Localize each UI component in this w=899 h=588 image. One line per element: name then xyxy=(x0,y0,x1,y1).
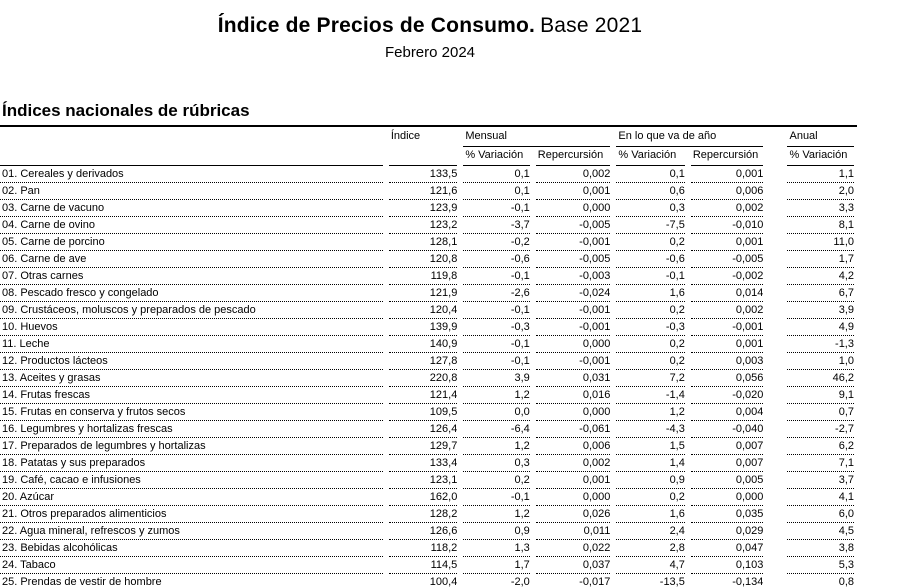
cell-anual-variacion: 6,7 xyxy=(787,285,854,302)
table-row xyxy=(0,540,854,557)
cell-anual-variacion: -1,3 xyxy=(787,336,854,353)
cell-mensual-variacion: 1,7 xyxy=(463,557,529,574)
cell-indice: 114,5 xyxy=(389,557,458,574)
row-label: 12. Productos lácteos xyxy=(0,353,383,370)
cell-mensual-repercusion: 0,000 xyxy=(536,489,611,506)
row-gap xyxy=(769,234,781,251)
cell-ytd-repercusion: 0,014 xyxy=(691,285,764,302)
cell-ytd-repercusion: 0,007 xyxy=(691,455,764,472)
row-gap xyxy=(769,353,781,370)
row-gap xyxy=(769,455,781,472)
column-group-en-lo-que-va-de-ano: En lo que va de año xyxy=(616,127,763,147)
row-gap xyxy=(769,574,781,588)
cell-indice: 128,1 xyxy=(389,234,458,251)
cell-indice: 126,4 xyxy=(389,421,458,438)
row-gap xyxy=(769,506,781,523)
cell-ytd-repercusion: 0,007 xyxy=(691,438,764,455)
column-header-ytd-variacion: % Variación xyxy=(616,147,685,166)
row-label: 16. Legumbres y hortalizas frescas xyxy=(0,421,383,438)
row-gap xyxy=(769,421,781,438)
cell-anual-variacion: 7,1 xyxy=(787,455,854,472)
cell-ytd-repercusion: 0,005 xyxy=(691,472,764,489)
table-row xyxy=(0,370,854,387)
cell-ytd-variacion: 0,2 xyxy=(616,489,685,506)
row-label: 05. Carne de porcino xyxy=(0,234,383,251)
row-label: 25. Prendas de vestir de hombre xyxy=(0,574,383,588)
cell-ytd-repercusion: 0,047 xyxy=(691,540,764,557)
cell-mensual-variacion: -0,1 xyxy=(463,268,529,285)
cell-ytd-variacion: 1,2 xyxy=(616,404,685,421)
row-gap xyxy=(769,370,781,387)
column-gap xyxy=(769,127,781,166)
cell-indice: 121,9 xyxy=(389,285,458,302)
cell-anual-variacion: 6,2 xyxy=(787,438,854,455)
row-label: 18. Patatas y sus preparados xyxy=(0,455,383,472)
cell-ytd-variacion: -7,5 xyxy=(616,217,685,234)
cell-anual-variacion: 3,9 xyxy=(787,302,854,319)
cell-ytd-repercusion: -0,001 xyxy=(691,319,764,336)
cell-mensual-repercusion: 0,026 xyxy=(536,506,611,523)
cell-ytd-variacion: 1,6 xyxy=(616,285,685,302)
table-row xyxy=(0,523,854,540)
row-gap xyxy=(769,387,781,404)
cell-ytd-repercusion: 0,103 xyxy=(691,557,764,574)
cell-indice: 121,6 xyxy=(389,183,458,200)
label-column-header xyxy=(0,127,383,166)
cell-mensual-repercusion: 0,016 xyxy=(536,387,611,404)
cell-ytd-variacion: -0,1 xyxy=(616,268,685,285)
cell-mensual-repercusion: 0,002 xyxy=(536,455,611,472)
cell-ytd-variacion: 1,6 xyxy=(616,506,685,523)
cell-anual-variacion: 1,1 xyxy=(787,166,854,183)
cell-indice: 220,8 xyxy=(389,370,458,387)
cell-mensual-variacion: 1,2 xyxy=(463,387,529,404)
table-row xyxy=(0,268,854,285)
cell-ytd-variacion: -1,4 xyxy=(616,387,685,404)
cell-mensual-variacion: 3,9 xyxy=(463,370,529,387)
cell-mensual-repercusion: 0,001 xyxy=(536,472,611,489)
cell-anual-variacion: 5,3 xyxy=(787,557,854,574)
cell-ytd-variacion: -0,6 xyxy=(616,251,685,268)
cell-ytd-variacion: -4,3 xyxy=(616,421,685,438)
cell-mensual-repercusion: -0,001 xyxy=(536,302,611,319)
row-label: 09. Crustáceos, moluscos y preparados de pescado xyxy=(0,302,383,319)
row-label: 13. Aceites y grasas xyxy=(0,370,383,387)
cell-mensual-variacion: -2,0 xyxy=(463,574,529,588)
cell-ytd-variacion: -0,3 xyxy=(616,319,685,336)
table-row xyxy=(0,285,854,302)
table-row xyxy=(0,557,854,574)
table-row xyxy=(0,183,854,200)
cell-ytd-repercusion: 0,003 xyxy=(691,353,764,370)
row-gap xyxy=(769,523,781,540)
cell-indice: 100,4 xyxy=(389,574,458,588)
cell-ytd-repercusion: 0,035 xyxy=(691,506,764,523)
cell-ytd-variacion: 0,2 xyxy=(616,336,685,353)
cell-anual-variacion: 4,1 xyxy=(787,489,854,506)
cell-indice: 127,8 xyxy=(389,353,458,370)
cell-mensual-variacion: -0,1 xyxy=(463,336,529,353)
cell-ytd-variacion: 2,8 xyxy=(616,540,685,557)
cell-ytd-repercusion: 0,006 xyxy=(691,183,764,200)
cell-ytd-variacion: -13,5 xyxy=(616,574,685,588)
cell-indice: 133,5 xyxy=(389,166,458,183)
cell-mensual-variacion: -0,1 xyxy=(463,353,529,370)
row-label: 15. Frutas en conserva y frutos secos xyxy=(0,404,383,421)
cell-ytd-variacion: 0,1 xyxy=(616,166,685,183)
cell-mensual-repercusion: 0,022 xyxy=(536,540,611,557)
row-label: 23. Bebidas alcohólicas xyxy=(0,540,383,557)
table-row xyxy=(0,200,854,217)
cell-anual-variacion: 1,7 xyxy=(787,251,854,268)
cell-indice: 162,0 xyxy=(389,489,458,506)
cell-ytd-variacion: 0,3 xyxy=(616,200,685,217)
cell-mensual-variacion: -0,1 xyxy=(463,489,529,506)
row-label: 07. Otras carnes xyxy=(0,268,383,285)
cell-ytd-repercusion: -0,002 xyxy=(691,268,764,285)
cell-mensual-repercusion: 0,006 xyxy=(536,438,611,455)
cell-ytd-variacion: 1,4 xyxy=(616,455,685,472)
cell-indice: 140,9 xyxy=(389,336,458,353)
cell-ytd-variacion: 4,7 xyxy=(616,557,685,574)
cell-mensual-repercusion: 0,001 xyxy=(536,183,611,200)
row-gap xyxy=(769,166,781,183)
row-label: 10. Huevos xyxy=(0,319,383,336)
column-header-indice: Índice xyxy=(389,127,458,166)
cell-mensual-repercusion: -0,003 xyxy=(536,268,611,285)
cell-anual-variacion: 3,8 xyxy=(787,540,854,557)
cell-indice: 118,2 xyxy=(389,540,458,557)
table-row xyxy=(0,387,854,404)
cell-mensual-repercusion: -0,024 xyxy=(536,285,611,302)
table-row xyxy=(0,506,854,523)
cell-indice: 120,8 xyxy=(389,251,458,268)
cell-anual-variacion: 2,0 xyxy=(787,183,854,200)
row-gap xyxy=(769,251,781,268)
row-label: 01. Cereales y derivados xyxy=(0,166,383,183)
row-label: 06. Carne de ave xyxy=(0,251,383,268)
cell-mensual-variacion: 0,3 xyxy=(463,455,529,472)
row-label: 19. Café, cacao e infusiones xyxy=(0,472,383,489)
cell-anual-variacion: 4,2 xyxy=(787,268,854,285)
row-label: 17. Preparados de legumbres y hortalizas xyxy=(0,438,383,455)
row-label: 04. Carne de ovino xyxy=(0,217,383,234)
table-row xyxy=(0,302,854,319)
cell-mensual-variacion: 0,1 xyxy=(463,183,529,200)
cell-mensual-variacion: -0,3 xyxy=(463,319,529,336)
cell-mensual-repercusion: -0,061 xyxy=(536,421,611,438)
row-label: 03. Carne de vacuno xyxy=(0,200,383,217)
cell-anual-variacion: 4,9 xyxy=(787,319,854,336)
cell-mensual-variacion: -0,2 xyxy=(463,234,529,251)
row-gap xyxy=(769,217,781,234)
row-label: 21. Otros preparados alimenticios xyxy=(0,506,383,523)
page-title-bold: Índice de Precios de Consumo. xyxy=(217,14,536,37)
cell-ytd-variacion: 0,9 xyxy=(616,472,685,489)
cell-anual-variacion: 6,0 xyxy=(787,506,854,523)
table-body xyxy=(0,166,854,588)
cell-mensual-variacion: 0,9 xyxy=(463,523,529,540)
cell-mensual-repercusion: 0,011 xyxy=(536,523,611,540)
cell-ytd-repercusion: 0,001 xyxy=(691,166,764,183)
table-row xyxy=(0,438,854,455)
cell-mensual-variacion: -6,4 xyxy=(463,421,529,438)
cell-mensual-repercusion: -0,005 xyxy=(536,251,611,268)
cell-indice: 126,6 xyxy=(389,523,458,540)
cell-mensual-variacion: -0,6 xyxy=(463,251,529,268)
row-gap xyxy=(769,404,781,421)
row-gap xyxy=(769,183,781,200)
table-row xyxy=(0,319,854,336)
column-header-ytd-repercusion: Repercursión xyxy=(691,147,764,166)
row-label: 02. Pan xyxy=(0,183,383,200)
cell-ytd-repercusion: 0,001 xyxy=(691,336,764,353)
cell-mensual-repercusion: -0,005 xyxy=(536,217,611,234)
row-label: 20. Azúcar xyxy=(0,489,383,506)
cell-ytd-repercusion: -0,010 xyxy=(691,217,764,234)
cell-ytd-repercusion: -0,040 xyxy=(691,421,764,438)
row-gap xyxy=(769,557,781,574)
page-title-regular: Base 2021 xyxy=(540,14,643,37)
cell-indice: 139,9 xyxy=(389,319,458,336)
cell-ytd-variacion: 2,4 xyxy=(616,523,685,540)
cell-mensual-variacion: 1,3 xyxy=(463,540,529,557)
section-title: Índices nacionales de rúbricas xyxy=(2,101,250,120)
cell-anual-variacion: 0,7 xyxy=(787,404,854,421)
table-row xyxy=(0,353,854,370)
cell-mensual-repercusion: -0,017 xyxy=(536,574,611,588)
column-header-anual-variacion: % Variación xyxy=(787,147,854,166)
row-gap xyxy=(769,268,781,285)
column-header-mensual-variacion: % Variación xyxy=(463,147,529,166)
cell-ytd-repercusion: 0,056 xyxy=(691,370,764,387)
cell-mensual-repercusion: -0,001 xyxy=(536,353,611,370)
cell-mensual-variacion: 0,0 xyxy=(463,404,529,421)
table-header-group-row xyxy=(0,127,854,147)
cell-ytd-repercusion: 0,002 xyxy=(691,302,764,319)
cell-ytd-repercusion: 0,029 xyxy=(691,523,764,540)
cell-ytd-repercusion: -0,005 xyxy=(691,251,764,268)
cell-mensual-variacion: 1,2 xyxy=(463,438,529,455)
cell-ytd-variacion: 0,2 xyxy=(616,234,685,251)
row-gap xyxy=(769,200,781,217)
row-gap xyxy=(769,336,781,353)
cell-mensual-repercusion: 0,000 xyxy=(536,200,611,217)
cell-anual-variacion: 8,1 xyxy=(787,217,854,234)
cell-indice: 123,1 xyxy=(389,472,458,489)
cell-mensual-repercusion: 0,000 xyxy=(536,404,611,421)
cell-ytd-repercusion: 0,001 xyxy=(691,234,764,251)
rubricas-table xyxy=(0,127,860,588)
cell-anual-variacion: 3,3 xyxy=(787,200,854,217)
table-row xyxy=(0,336,854,353)
row-gap xyxy=(769,285,781,302)
cell-anual-variacion: 3,7 xyxy=(787,472,854,489)
row-gap xyxy=(769,302,781,319)
cell-mensual-variacion: -0,1 xyxy=(463,200,529,217)
row-label: 08. Pescado fresco y congelado xyxy=(0,285,383,302)
column-group-mensual: Mensual xyxy=(463,127,610,147)
cell-mensual-variacion: -2,6 xyxy=(463,285,529,302)
cell-mensual-variacion: -0,1 xyxy=(463,302,529,319)
cell-ytd-variacion: 1,5 xyxy=(616,438,685,455)
cell-mensual-variacion: 0,1 xyxy=(463,166,529,183)
cell-ytd-variacion: 0,2 xyxy=(616,302,685,319)
cell-indice: 123,2 xyxy=(389,217,458,234)
cell-ytd-variacion: 0,2 xyxy=(616,353,685,370)
row-label: 22. Agua mineral, refrescos y zumos xyxy=(0,523,383,540)
table-header xyxy=(0,127,854,166)
cell-ytd-repercusion: 0,002 xyxy=(691,200,764,217)
row-label: 11. Leche xyxy=(0,336,383,353)
cell-anual-variacion: -2,7 xyxy=(787,421,854,438)
table-row xyxy=(0,455,854,472)
table-row xyxy=(0,472,854,489)
row-gap xyxy=(769,319,781,336)
cell-anual-variacion: 0,8 xyxy=(787,574,854,588)
cell-anual-variacion: 46,2 xyxy=(787,370,854,387)
cell-anual-variacion: 1,0 xyxy=(787,353,854,370)
row-gap xyxy=(769,438,781,455)
table-row xyxy=(0,421,854,438)
cell-ytd-variacion: 7,2 xyxy=(616,370,685,387)
cell-mensual-repercusion: 0,002 xyxy=(536,166,611,183)
row-gap xyxy=(769,472,781,489)
row-label: 24. Tabaco xyxy=(0,557,383,574)
cell-indice: 128,2 xyxy=(389,506,458,523)
cell-indice: 119,8 xyxy=(389,268,458,285)
row-label: 14. Frutas frescas xyxy=(0,387,383,404)
table-row xyxy=(0,234,854,251)
table-row xyxy=(0,404,854,421)
cell-ytd-variacion: 0,6 xyxy=(616,183,685,200)
cell-ytd-repercusion: 0,004 xyxy=(691,404,764,421)
column-header-mensual-repercusion: Repercursión xyxy=(536,147,611,166)
cell-mensual-variacion: -3,7 xyxy=(463,217,529,234)
page-title xyxy=(0,0,860,38)
cell-indice: 109,5 xyxy=(389,404,458,421)
cell-indice: 123,9 xyxy=(389,200,458,217)
cell-mensual-repercusion: 0,000 xyxy=(536,336,611,353)
cell-mensual-repercusion: 0,037 xyxy=(536,557,611,574)
column-group-anual: Anual xyxy=(787,127,854,147)
cell-ytd-repercusion: -0,020 xyxy=(691,387,764,404)
cell-mensual-variacion: 1,2 xyxy=(463,506,529,523)
cell-mensual-variacion: 0,2 xyxy=(463,472,529,489)
cell-anual-variacion: 4,5 xyxy=(787,523,854,540)
page-subtitle: Febrero 2024 xyxy=(384,44,476,61)
table-row xyxy=(0,166,854,183)
cell-ytd-repercusion: -0,134 xyxy=(691,574,764,588)
table-row xyxy=(0,251,854,268)
cell-indice: 133,4 xyxy=(389,455,458,472)
cell-indice: 129,7 xyxy=(389,438,458,455)
cell-mensual-repercusion: -0,001 xyxy=(536,234,611,251)
cell-ytd-repercusion: 0,000 xyxy=(691,489,764,506)
row-gap xyxy=(769,540,781,557)
cell-mensual-repercusion: 0,031 xyxy=(536,370,611,387)
row-gap xyxy=(769,489,781,506)
cell-anual-variacion: 11,0 xyxy=(787,234,854,251)
cell-anual-variacion: 9,1 xyxy=(787,387,854,404)
table-row xyxy=(0,489,854,506)
cell-indice: 120,4 xyxy=(389,302,458,319)
cell-indice: 121,4 xyxy=(389,387,458,404)
table-row xyxy=(0,217,854,234)
cell-mensual-repercusion: -0,001 xyxy=(536,319,611,336)
table-row xyxy=(0,574,854,588)
